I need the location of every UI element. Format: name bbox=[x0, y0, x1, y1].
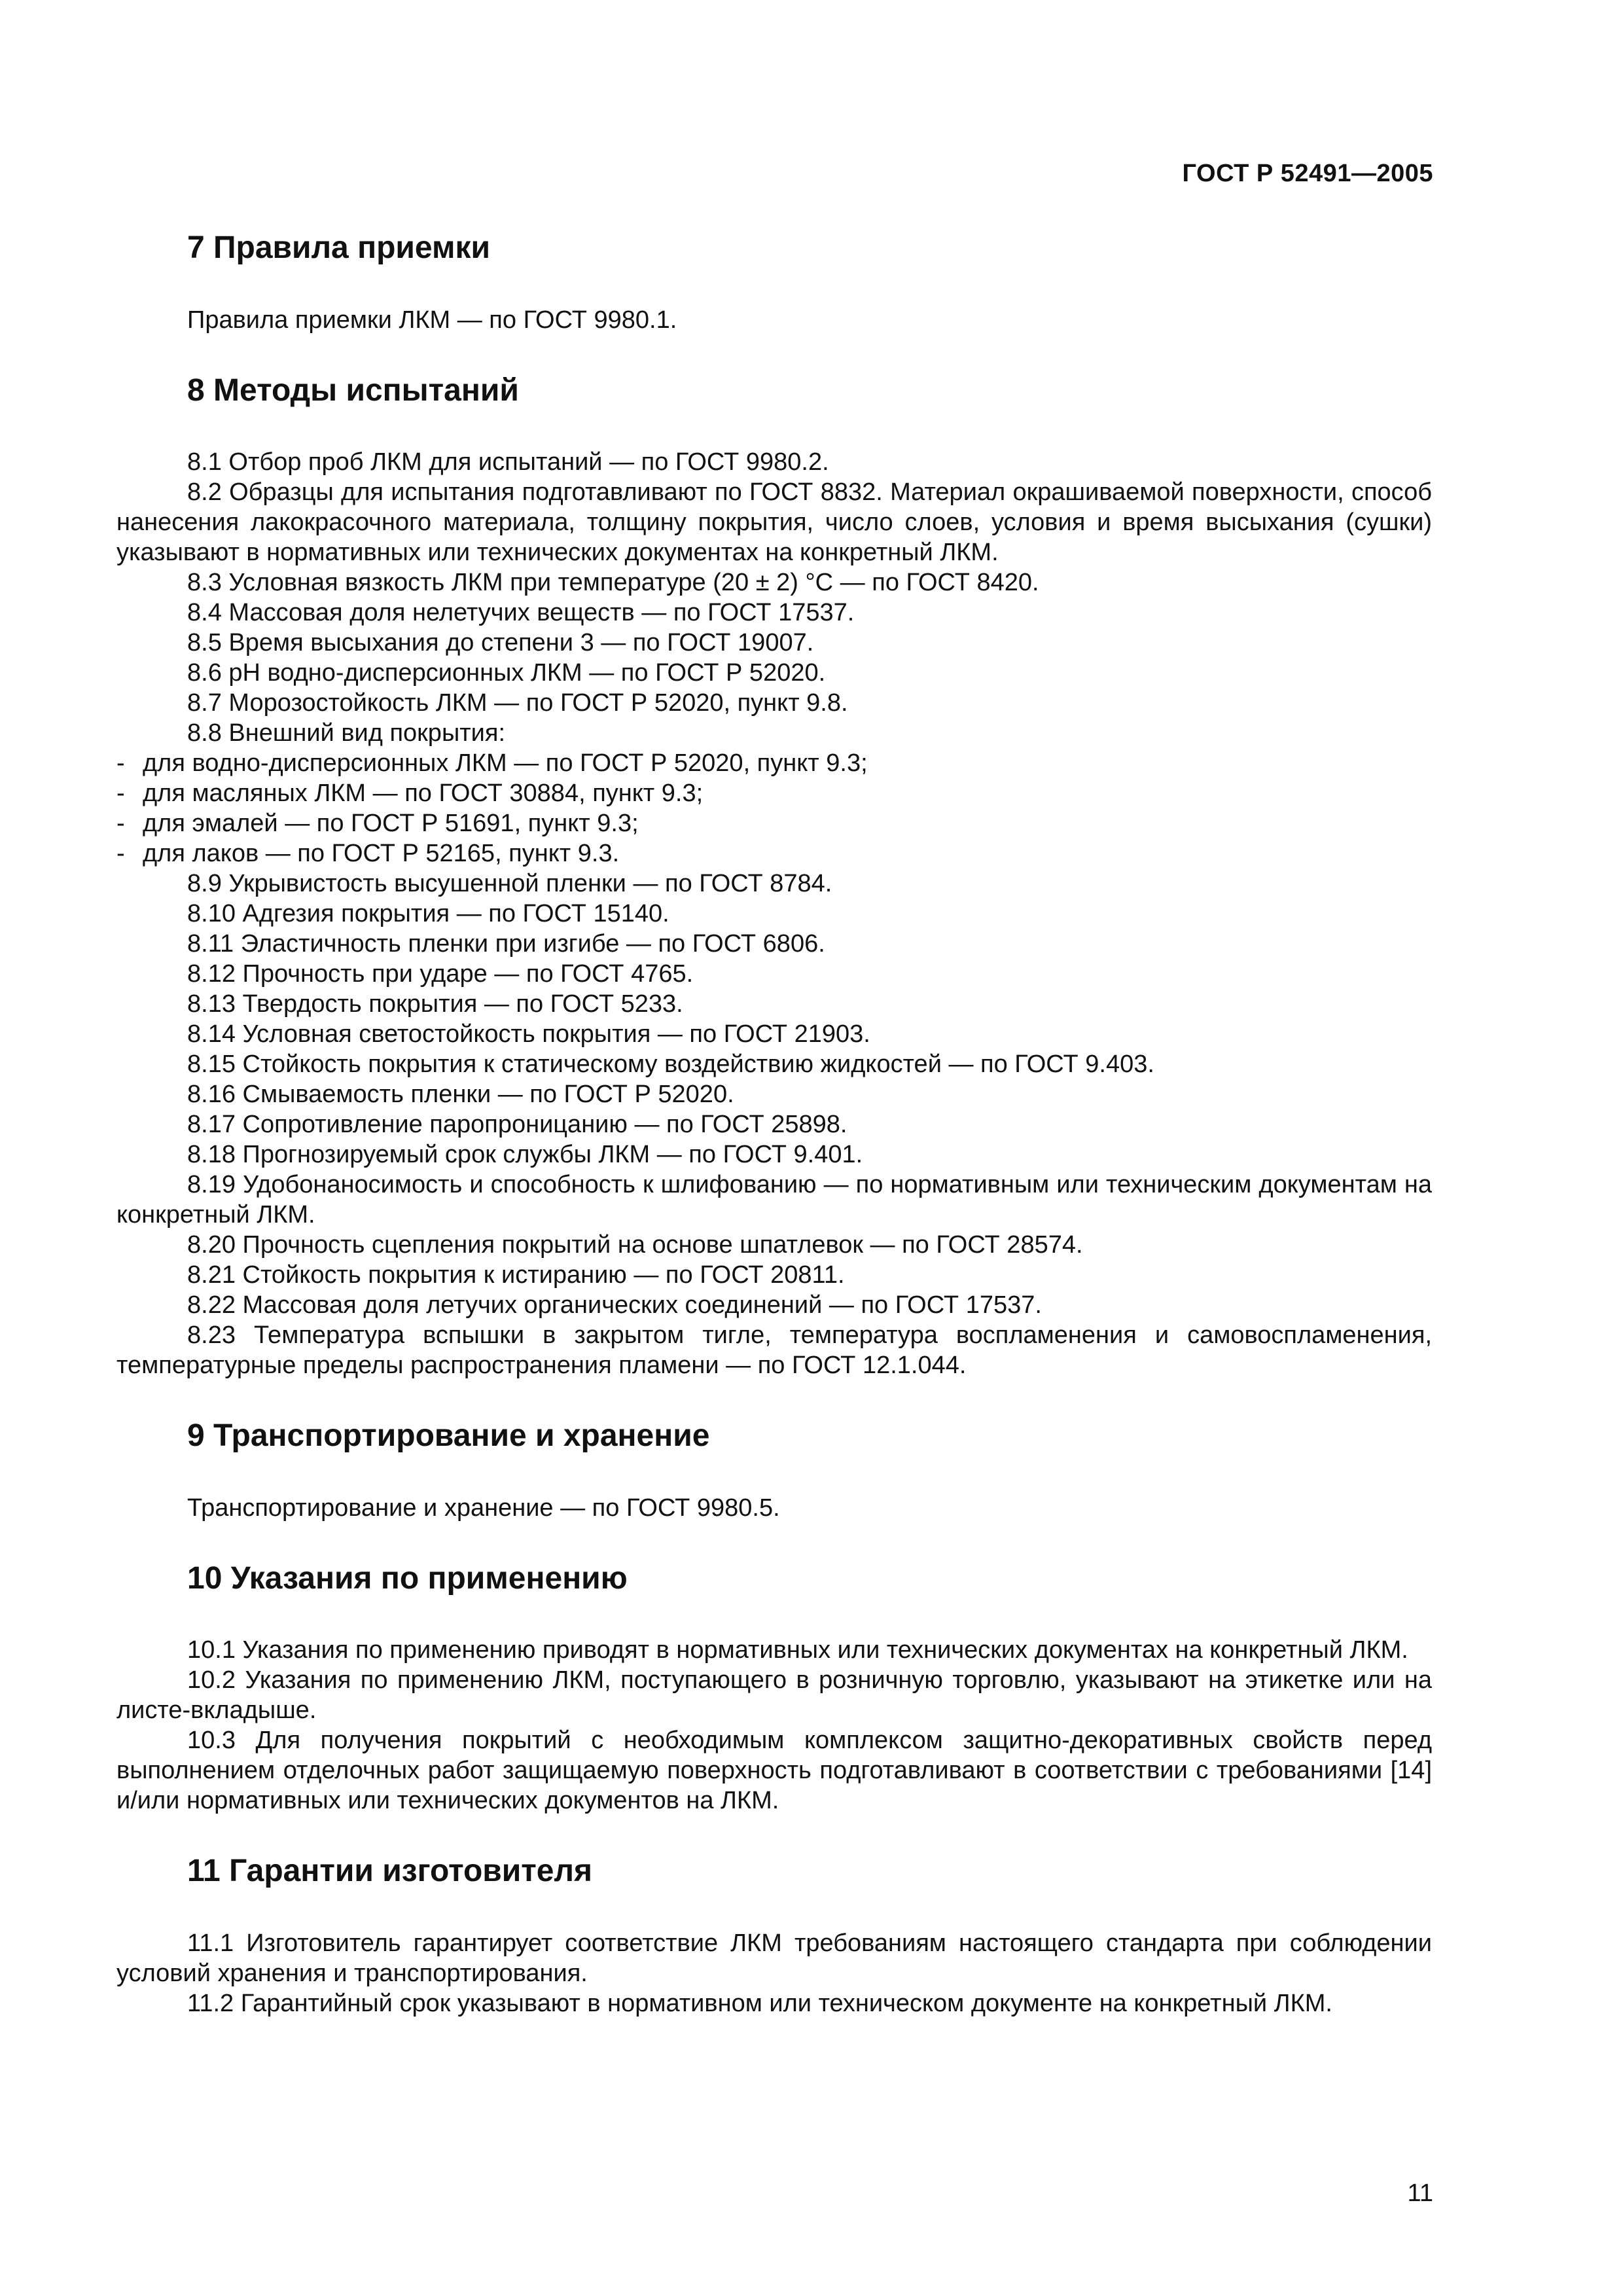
clause-8-18: 8.18 Прогнозируемый срок службы ЛКМ — по ГОСТ 9.401. bbox=[187, 1141, 863, 1169]
clause-8-9: 8.9 Укрывистость высушенной пленки — по ГОСТ 8784. bbox=[187, 870, 832, 898]
clause-8-12: 8.12 Прочность при ударе — по ГОСТ 4765. bbox=[187, 960, 694, 988]
clause-8-13: 8.13 Твердость покрытия — по ГОСТ 5233. bbox=[187, 990, 683, 1018]
section-9-heading: 9 Транспортирование и хранение bbox=[187, 1418, 710, 1454]
list-item-text: для лаков — по ГОСТ Р 52165, пункт 9.3. bbox=[143, 840, 620, 868]
clause-11-1: 11.1 Изготовитель гарантирует соответствие ЛКМ требованиям настоящего стандарта при соблюдении условий хранения и транспортирования. bbox=[116, 1929, 1432, 1987]
section-9-text: Транспортирование и хранение — по ГОСТ 9980.5. bbox=[187, 1494, 780, 1522]
clause-10-3: 10.3 Для получения покрытий с необходимым комплексом защитно-декоративных свойств перед выполнением отделочных работ защищаемую поверхность подготавливают в соответствии с требованиями [14] и/или нормативных или технических документов на ЛКМ. bbox=[116, 1727, 1432, 1815]
section-8-heading: 8 Методы испытаний bbox=[187, 372, 519, 408]
list-item-text: для водно-дисперсионных ЛКМ — по ГОСТ Р 52020, пункт 9.3; bbox=[143, 749, 868, 778]
clause-8-14: 8.14 Условная светостойкость покрытия — по ГОСТ 21903. bbox=[187, 1020, 870, 1049]
clause-8-20: 8.20 Прочность сцепления покрытий на основе шпатлевок — по ГОСТ 28574. bbox=[187, 1231, 1083, 1259]
clause-8-2: 8.2 Образцы для испытания подготавливают по ГОСТ 8832. Материал окрашиваемой поверхности, способ нанесения лакокрасочного материала, толщину покрытия, число слоев, условия и время высыхания (сушки) указывают в нормативных или технических документах на конкретный ЛКМ. bbox=[116, 478, 1432, 567]
clause-8-22: 8.22 Массовая доля летучих органических соединений — по ГОСТ 17537. bbox=[187, 1291, 1042, 1319]
section-10-heading: 10 Указания по применению bbox=[187, 1560, 628, 1596]
document-body bbox=[116, 229, 1432, 2018]
section-11-heading: 11 Гарантии изготовителя bbox=[187, 1854, 592, 1889]
section-7-text: Правила приемки ЛКМ — по ГОСТ 9980.1. bbox=[187, 306, 677, 334]
clause-8-10: 8.10 Адгезия покрытия — по ГОСТ 15140. bbox=[187, 900, 669, 928]
clause-8-4: 8.4 Массовая доля нелетучих веществ — по ГОСТ 17537. bbox=[187, 599, 855, 627]
clause-8-16: 8.16 Смываемость пленки — по ГОСТ Р 52020. bbox=[187, 1081, 734, 1109]
clause-8-21: 8.21 Стойкость покрытия к истиранию — по ГОСТ 20811. bbox=[187, 1261, 845, 1289]
list-item: - для водно-дисперсионных ЛКМ — по ГОСТ Р 52020, пункт 9.3; bbox=[116, 749, 868, 778]
clause-8-15: 8.15 Стойкость покрытия к статическому воздействию жидкостей — по ГОСТ 9.403. bbox=[187, 1050, 1154, 1079]
clause-11-2: 11.2 Гарантийный срок указывают в нормативном или техническом документе на конкретный ЛКМ. bbox=[187, 1989, 1332, 2017]
clause-8-3: 8.3 Условная вязкость ЛКМ при температуре (20 ± 2) °С — по ГОСТ 8420. bbox=[187, 569, 1039, 597]
clause-8-11: 8.11 Эластичность пленки при изгибе — по ГОСТ 6806. bbox=[187, 930, 825, 958]
list-item: - для масляных ЛКМ — по ГОСТ 30884, пункт 9.3; bbox=[116, 780, 704, 808]
clause-8-7: 8.7 Морозостойкость ЛКМ — по ГОСТ Р 52020, пункт 9.8. bbox=[187, 689, 848, 717]
list-item-text: для масляных ЛКМ — по ГОСТ 30884, пункт 9.3; bbox=[143, 780, 704, 808]
clause-8-19: 8.19 Удобонаносимость и способность к шлифованию — по нормативным или техническим документам на конкретный ЛКМ. bbox=[116, 1171, 1432, 1229]
document-header: ГОСТ Р 52491—2005 bbox=[1182, 160, 1433, 187]
clause-10-2: 10.2 Указания по применению ЛКМ, поступающего в розничную торговлю, указывают на этикетке или на листе-вкладыше. bbox=[116, 1666, 1432, 1725]
clause-8-23: 8.23 Температура вспышки в закрытом тигле, температура воспламенения и самовоспламенения, температурные пределы распространения пламени — по ГОСТ 12.1.044. bbox=[116, 1321, 1432, 1380]
clause-8-1: 8.1 Отбор проб ЛКМ для испытаний — по ГОСТ 9980.2. bbox=[187, 448, 829, 476]
clause-8-5: 8.5 Время высыхания до степени 3 — по ГОСТ 19007. bbox=[187, 629, 814, 657]
list-item: - для лаков — по ГОСТ Р 52165, пункт 9.3. bbox=[116, 840, 620, 868]
clause-8-17: 8.17 Сопротивление паропроницанию — по ГОСТ 25898. bbox=[187, 1111, 847, 1139]
page-number: 11 bbox=[1407, 2179, 1433, 2207]
list-item-text: для эмалей — по ГОСТ Р 51691, пункт 9.3; bbox=[143, 810, 639, 838]
clause-8-8: 8.8 Внешний вид покрытия: bbox=[187, 719, 506, 747]
clause-8-6: 8.6 рН водно-дисперсионных ЛКМ — по ГОСТ Р 52020. bbox=[187, 659, 826, 687]
list-item: - для эмалей — по ГОСТ Р 51691, пункт 9.3; bbox=[116, 810, 639, 838]
section-7-heading: 7 Правила приемки bbox=[187, 230, 491, 265]
clause-10-1: 10.1 Указания по применению приводят в нормативных или технических документах на конкретный ЛКМ. bbox=[187, 1636, 1408, 1664]
